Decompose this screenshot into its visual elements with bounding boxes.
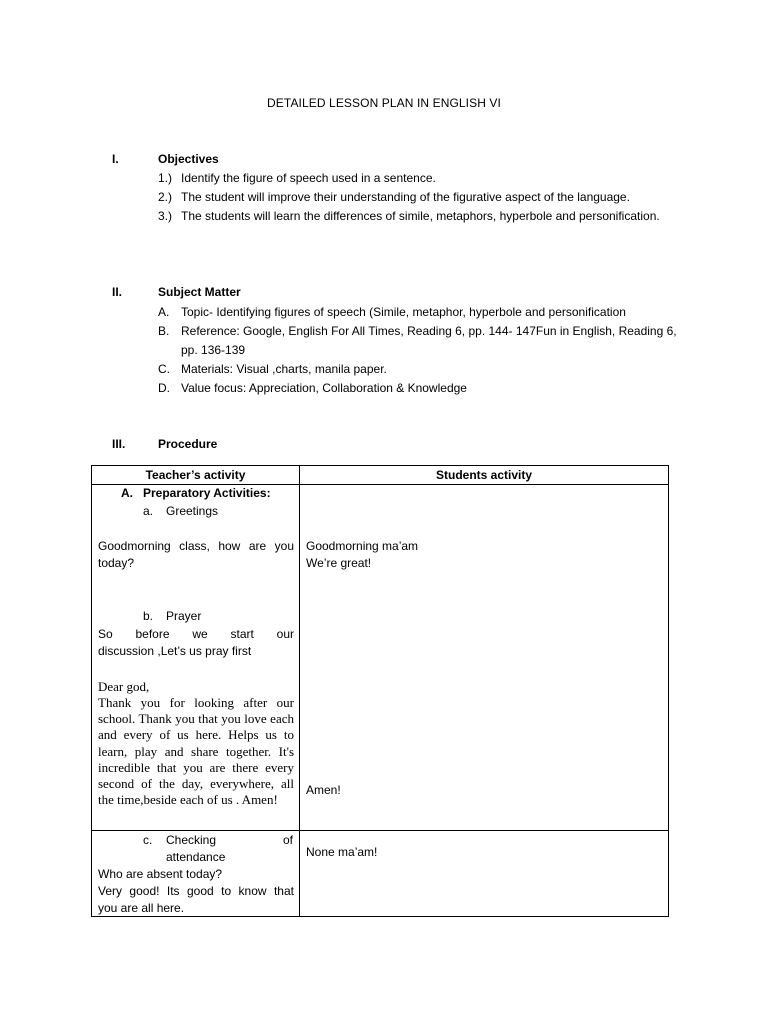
attendance-reply: None ma’am! <box>306 845 378 859</box>
attendance-marker: c. <box>143 833 153 847</box>
table-header-row <box>92 466 669 485</box>
prayer-body: Thank you for looking after our school. Thank you that you love each and every of us here. Helps us to learn, play and share together. It's incredible that you are there every second of the day, everywhere, all the time,beside each of us . Amen! <box>98 695 294 808</box>
table-row <box>92 485 669 831</box>
subject-text: Reference: Google, English For All Times, Reading 6, pp. 144- 147Fun in English, Reading 6, pp. 136-139 <box>181 324 677 357</box>
subject-text: Materials: Visual ,charts, manila paper. <box>181 362 387 376</box>
section-heading-subject-matter: Subject Matter <box>158 285 241 299</box>
section-number-subject-matter: II. <box>112 285 123 299</box>
prayer-marker: b. <box>143 609 154 623</box>
document-title: DETAILED LESSON PLAN IN ENGLISH VI <box>267 96 501 110</box>
prayer-label: Prayer <box>166 609 202 623</box>
subject-marker: A. <box>158 305 170 319</box>
students-cell-preparatory <box>300 485 669 831</box>
objective-marker: 1.) <box>158 171 173 185</box>
objective-text: The students will learn the differences of simile, metaphors, hyperbole and personification. <box>181 209 660 223</box>
objective-text: The student will improve their understanding of the figurative aspect of the language. <box>181 190 630 204</box>
attendance-response-line-1: Very good! Its good to know that <box>98 884 294 898</box>
objective-item <box>158 207 678 226</box>
attendance-label-word-2: of <box>282 833 293 847</box>
prayer-intro-line-1: So before we start our <box>98 627 294 641</box>
prayer-intro-line-2: discussion ,Let’s us pray first <box>98 644 252 658</box>
subject-item <box>158 360 678 379</box>
objective-marker: 2.) <box>158 190 173 204</box>
subject-text: Topic- Identifying figures of speech (Simile, metaphor, hyperbole and personification <box>181 305 626 319</box>
subject-marker: B. <box>158 324 170 338</box>
greeting-line-2: today? <box>98 556 135 570</box>
section-heading-objectives: Objectives <box>158 152 219 166</box>
procedure-table <box>91 465 669 917</box>
teacher-cell-attendance <box>92 831 300 917</box>
greetings-marker: a. <box>143 504 154 518</box>
subject-item <box>158 379 678 398</box>
attendance-label-word-3: attendance <box>166 850 226 864</box>
section-number-procedure: III. <box>112 437 126 451</box>
attendance-response-line-2: you are all here. <box>98 901 185 915</box>
objectives-list <box>158 169 678 226</box>
subject-text: Value focus: Appreciation, Collaboration & Knowledge <box>181 381 467 395</box>
teacher-cell-preparatory <box>92 485 300 831</box>
greeting-line-1: Goodmorning class, how are you <box>98 539 294 553</box>
objective-item <box>158 188 678 207</box>
students-cell-attendance <box>300 831 669 917</box>
prayer-salutation: Dear god, <box>98 679 150 694</box>
greetings-label: Greetings <box>166 504 219 518</box>
table-row <box>92 831 669 917</box>
objective-item <box>158 169 678 188</box>
students-activity-header: Students activity <box>300 466 669 485</box>
attendance-label-word-1: Checking <box>166 833 217 847</box>
subject-marker: C. <box>158 362 170 376</box>
subject-item <box>158 303 678 322</box>
section-heading-procedure: Procedure <box>158 437 218 451</box>
prep-marker: A. <box>121 486 133 500</box>
prep-label: Preparatory Activities: <box>143 486 271 500</box>
prayer-reply: Amen! <box>306 783 341 797</box>
attendance-question: Who are absent today? <box>98 867 223 881</box>
subject-item <box>158 322 678 360</box>
objective-marker: 3.) <box>158 209 173 223</box>
greeting-reply-1: Goodmorning ma’am <box>306 539 419 553</box>
teacher-activity-header: Teacher’s activity <box>92 466 300 485</box>
objective-text: Identify the figure of speech used in a sentence. <box>181 171 436 185</box>
greeting-reply-2: We’re great! <box>306 556 372 570</box>
section-number-objectives: I. <box>112 152 119 166</box>
subject-marker: D. <box>158 381 170 395</box>
subject-matter-list <box>158 303 678 398</box>
